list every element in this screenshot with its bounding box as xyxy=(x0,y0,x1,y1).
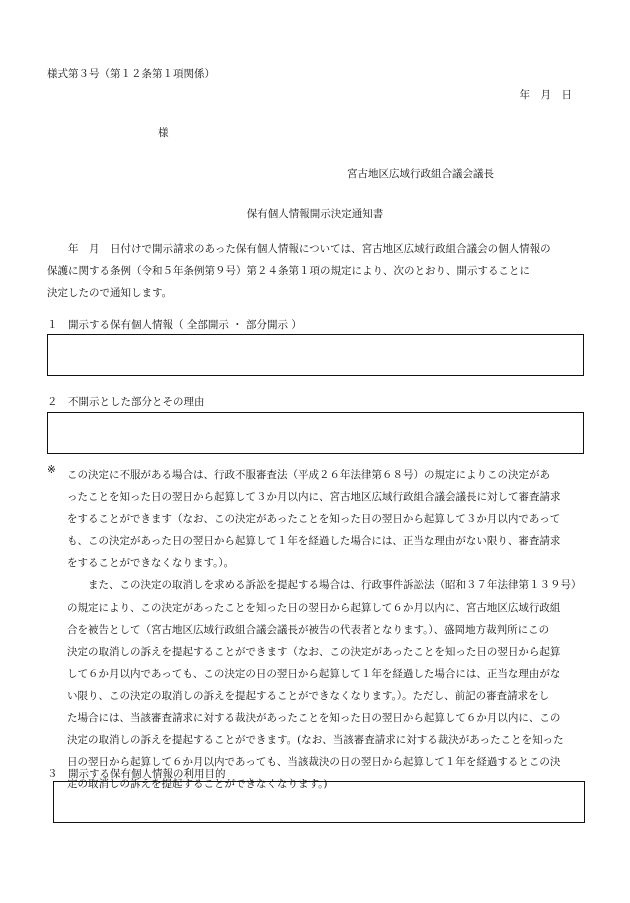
section-2-heading: ２ 不開示とした部分とその理由 xyxy=(47,396,205,408)
section-1-heading: １ 開示する保有個人情報（ 全部開示 ・ 部分開示 ） xyxy=(47,319,302,331)
note-mark: ※ xyxy=(47,464,56,476)
intro-line: 決定したので通知します。 xyxy=(47,287,173,299)
addressee: 様 xyxy=(158,127,169,139)
notice-line: 合を被告として（宮古地区広域行政組合議会議長が被告の代表者となります。）、盛岡地方裁判所にこの xyxy=(67,623,550,636)
form-number: 様式第３号（第１２条第１項関係） xyxy=(47,68,215,80)
section-2-entry-box[interactable] xyxy=(47,412,584,454)
section-3-entry-box[interactable] xyxy=(53,781,585,823)
notice-line: して６か月以内であっても、この決定の日の翌日から起算して１年を経過した場合には、正当な理由がな xyxy=(67,667,561,680)
notice-line: の規定により、この決定があったことを知った日の翌日から起算して６か月以内に、宮古地区広域行政組 xyxy=(67,601,561,614)
notice-line: をすることができます（なお、この決定があったことを知った日の翌日から起算して３か月以内であって xyxy=(67,513,561,526)
notice-line: ったことを知った日の翌日から起算して３か月以内に、宮古地区広域行政組合議会議長に対して審査請求 xyxy=(67,491,561,504)
intro-line: 年 月 日付けで開示請求のあった保有個人情報については、宮古地区広域行政組合議会の個人情報の xyxy=(68,243,551,255)
section-3-heading: ３ 開示する保有個人情報の利用目的 xyxy=(47,768,226,780)
notice-line: また、この決定の取消しを求める訴訟を提起する場合は、行政事件訴訟法（昭和３７年法律第１３９号） xyxy=(88,579,582,592)
sender-title: 宮古地区広域行政組合議会議長 xyxy=(347,168,494,180)
notice-line: 日の翌日から起算して６か月以内であっても、当該裁決の日の翌日から起算して１年を経過するとこの決 xyxy=(67,756,561,769)
document-title: 保有個人情報開示決定通知書 xyxy=(246,208,384,220)
notice-line: をすることができなくなります。）。 xyxy=(67,557,235,570)
section-1-entry-box[interactable] xyxy=(47,334,584,376)
notice-lines xyxy=(67,464,582,795)
notice-line: い限り、この決定の取消しの訴えを提起することができなくなります。）。ただし、前記の審査請求をし xyxy=(67,689,550,702)
intro-line: 保護に関する条例（令和５年条例第９号）第２４条第１項の規定により、次のとおり、開示することに xyxy=(47,265,530,277)
date-line: 年 月 日 xyxy=(519,89,572,101)
notice-line: 決定の取消しの訴えを提起することができます。(なお、当該審査請求に対する裁決があったことを知った xyxy=(67,734,564,747)
notice-line: この決定に不服がある場合は、行政不服審査法（平成２６年法律第６８号）の規定によりこの決定があ xyxy=(67,469,550,481)
notice-line: も、この決定があった日の翌日から起算して１年を経過した場合には、正当な理由がない限り、審査請求 xyxy=(67,535,561,548)
notice-line: 定の取消しの訴えを提起することができなくなります。) xyxy=(67,778,328,791)
notice-line: 決定の取消しの訴えを提起することができます（なお、この決定があったことを知った日の翌日から起算 xyxy=(67,645,561,658)
intro-paragraph xyxy=(47,238,585,304)
notice-line: た場合には、当該審査請求に対する裁決があったことを知った日の翌日から起算して６か月以内に、この xyxy=(67,712,561,725)
